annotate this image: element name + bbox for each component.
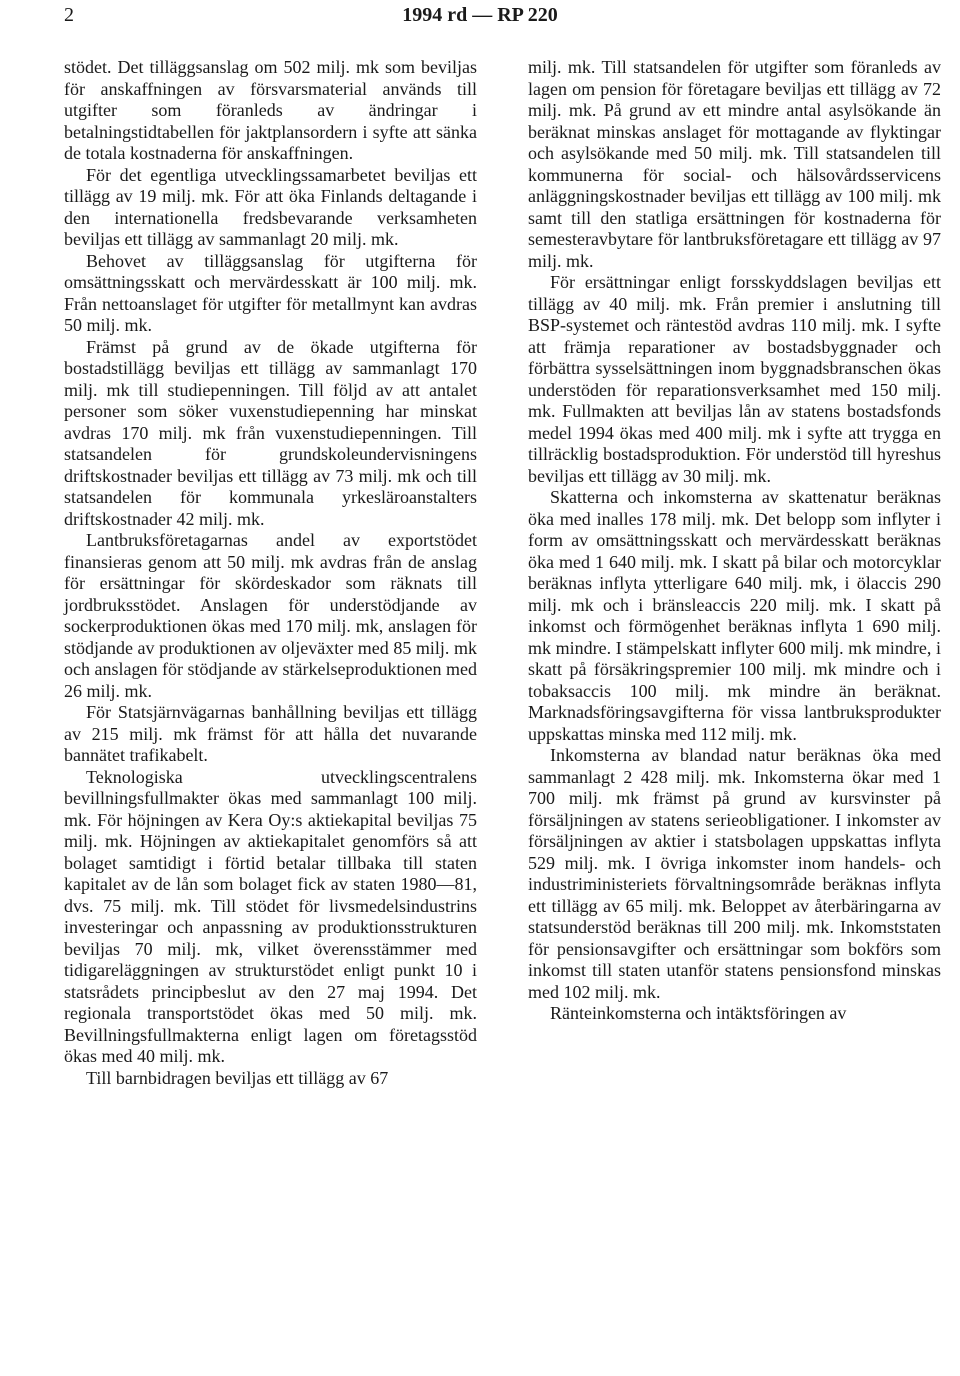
paragraph: Skatterna och inkomsterna av skattenatur beräknas öka med inalles 178 milj. mk. Det belopp som inflyter i form av omsättningsskatt och mervärdesskatt beräknas öka med 1 640 milj. mk. I skatt på bilar och motorcyklar beräknas inflyta ytterligare 640 milj. mk, i ölaccis 290 milj. mk och i bränsleaccis 220 milj. mk. I skatt på inkomst och förmögenhet beräknas inflyta 1 690 milj. mk mindre. I stämpelskatt inflyter 600 milj. mk mindre, i skatt på försäkringspremier 100 milj. mk mindre och i tobaksaccis 100 milj. mk mindre än beräknat. Marknadsföringsavgifterna för vissa lantbruksprodukter uppskattas minska med 112 milj. mk. [528, 487, 941, 744]
paragraph: För det egentliga utvecklingssamarbetet beviljas ett tillägg av 19 milj. mk. För att öka Finlands deltagande i den internationella fredsbevarande verksamheten beviljas ett tillägg av sammanlagt 20 milj. mk. [64, 164, 477, 249]
paragraph: För ersättningar enligt forsskyddslagen beviljas ett tillägg av 40 milj. mk. Från premier i anslutning till BSP-systemet och räntestöd avdras 110 milj. mk. I syfte att främja reparationer av bostadsbyggnader och förbättra sysselsättningen inom byggnadsbranschen ökas understöden för reparationsverksamhet med 150 milj. mk. Fullmakten att beviljas lån av statens bostadsfonds medel 1994 ökas med 400 milj. mk i syfte att trygga en tillräcklig bostadsproduktion. För understöd till hyreshus beviljas ett tillägg av 30 milj. mk. [528, 272, 941, 486]
paragraph: För Statsjärnvägarnas banhållning beviljas ett tillägg av 215 milj. mk främst för att hålla det nuvarande bannätet trafikabelt. [64, 702, 477, 765]
paragraph: Till barnbidragen beviljas ett tillägg av 67 [86, 1067, 389, 1088]
running-head: 1994 rd — RP 220 [402, 4, 558, 26]
paragraph: Behovet av tilläggsanslag för utgifterna för omsättningsskatt och mervärdesskatt är 100 milj. mk. Från nettoanslaget för utgifter för metallmynt kan avdras 50 milj. mk. [64, 250, 477, 335]
paragraph: milj. mk. Till statsandelen för utgifter som föranleds av lagen om pension för företagare beviljas ett tillägg av 72 milj. mk. På grund av ett mindre antal asylsökande än beräknat minskas anslaget för mottagande av flyktingar och asylsökande med 50 milj. mk. Till statsandelen till kommunerna för social- och hälsovårdsservicens anläggningskostnader beviljas ett tillägg av 100 milj. mk samt till den statliga ersättningen för kostnaderna för semesteravbytare för lantbruksföretagare ett tillägg av 97 milj. mk. [528, 57, 941, 271]
page-number: 2 [64, 4, 74, 26]
paragraph: Främst på grund av de ökade utgifterna för bostadstillägg beviljas ett tillägg av sammanlagt 170 milj. mk till studiepenningen. Till följd av att antalet personer som söker vuxenstudiepenning har minskat avdras 170 milj. mk från vuxenstudiepenningen. Till statsandelen för grundskoleundervisningens driftskostnader beviljas ett tillägg av 73 milj. mk och till statsandelen för kommunala yrkesläroanstalters driftskostnader 42 milj. mk. [64, 336, 477, 529]
page-header [64, 0, 896, 30]
paragraph: Teknologiska utvecklingscentralens bevillningsfullmakter ökas med sammanlagt 100 milj. mk. För höjningen av Kera Oy:s aktiekapital beviljas 75 milj. mk. Höjningen av aktiekapitalet genomförs så att bolaget samtidigt i förtid betalar tillbaka till staten kapitalet av de lån som bolaget fick av staten 1980—81, dvs. 75 milj. mk. Till stödet för livsmedelsindustrins investeringar och anpassning av produktionsstrukturen beviljas 70 milj. mk, vilket överensstämmer med tidigareläggningen av strukturstödet enligt punkt 10 i statsrådets principbeslut av den 27 maj 1994. Det regionala transportstödet ökas med 50 milj. mk. Bevillningsfullmakterna enligt lagen om företagsstöd ökas med 40 milj. mk. [64, 766, 477, 1066]
left-column [64, 57, 477, 1089]
paragraph: Ränteinkomsterna och intäktsföringen av [550, 1003, 847, 1023]
right-column [528, 57, 941, 1025]
paragraph: stödet. Det tilläggsanslag om 502 milj. mk som beviljas för anskaffningen av försvarsmaterial används till utgifter som föranleds av ändringar i betalningstidtabellen för jaktplansordern i syfte att sänka de totala kostnaderna för anskaffningen. [64, 57, 477, 163]
paragraph: Inkomsterna av blandad natur beräknas öka med sammanlagt 2 428 milj. mk. Inkomsterna ökar med 1 700 milj. mk främst på grund av kursvinster på försäljningen av statens serieobligationer. I inkomster av försäljningen av aktier i statsbolagen uppskattas inflyta 529 milj. mk. I övriga inkomster inom handels- och industriministeriets förvaltningsområde beräknas inflyta ett tillägg av 65 milj. mk. Beloppet av återbäringarna av statsunderstöd beräknas till 200 milj. mk. Inkomststaten för pensionsavgifter och ersättningar som bokförs som inkomst till staten utanför statens pensionsfond minskas med 102 milj. mk. [528, 745, 941, 1002]
paragraph: Lantbruksföretagarnas andel av exportstödet finansieras genom att 50 milj. mk avdras från de anslag för ersättningar för skördeskador som räknats till jordbruksstödet. Anslagen för understödjande av sockerproduktionen ökas med 170 milj. mk, anslagen för stödjande av produktionen av oljeväxter med 85 milj. mk och anslagen för stödjande av stärkelseproduktionen med 26 milj. mk. [64, 530, 477, 701]
